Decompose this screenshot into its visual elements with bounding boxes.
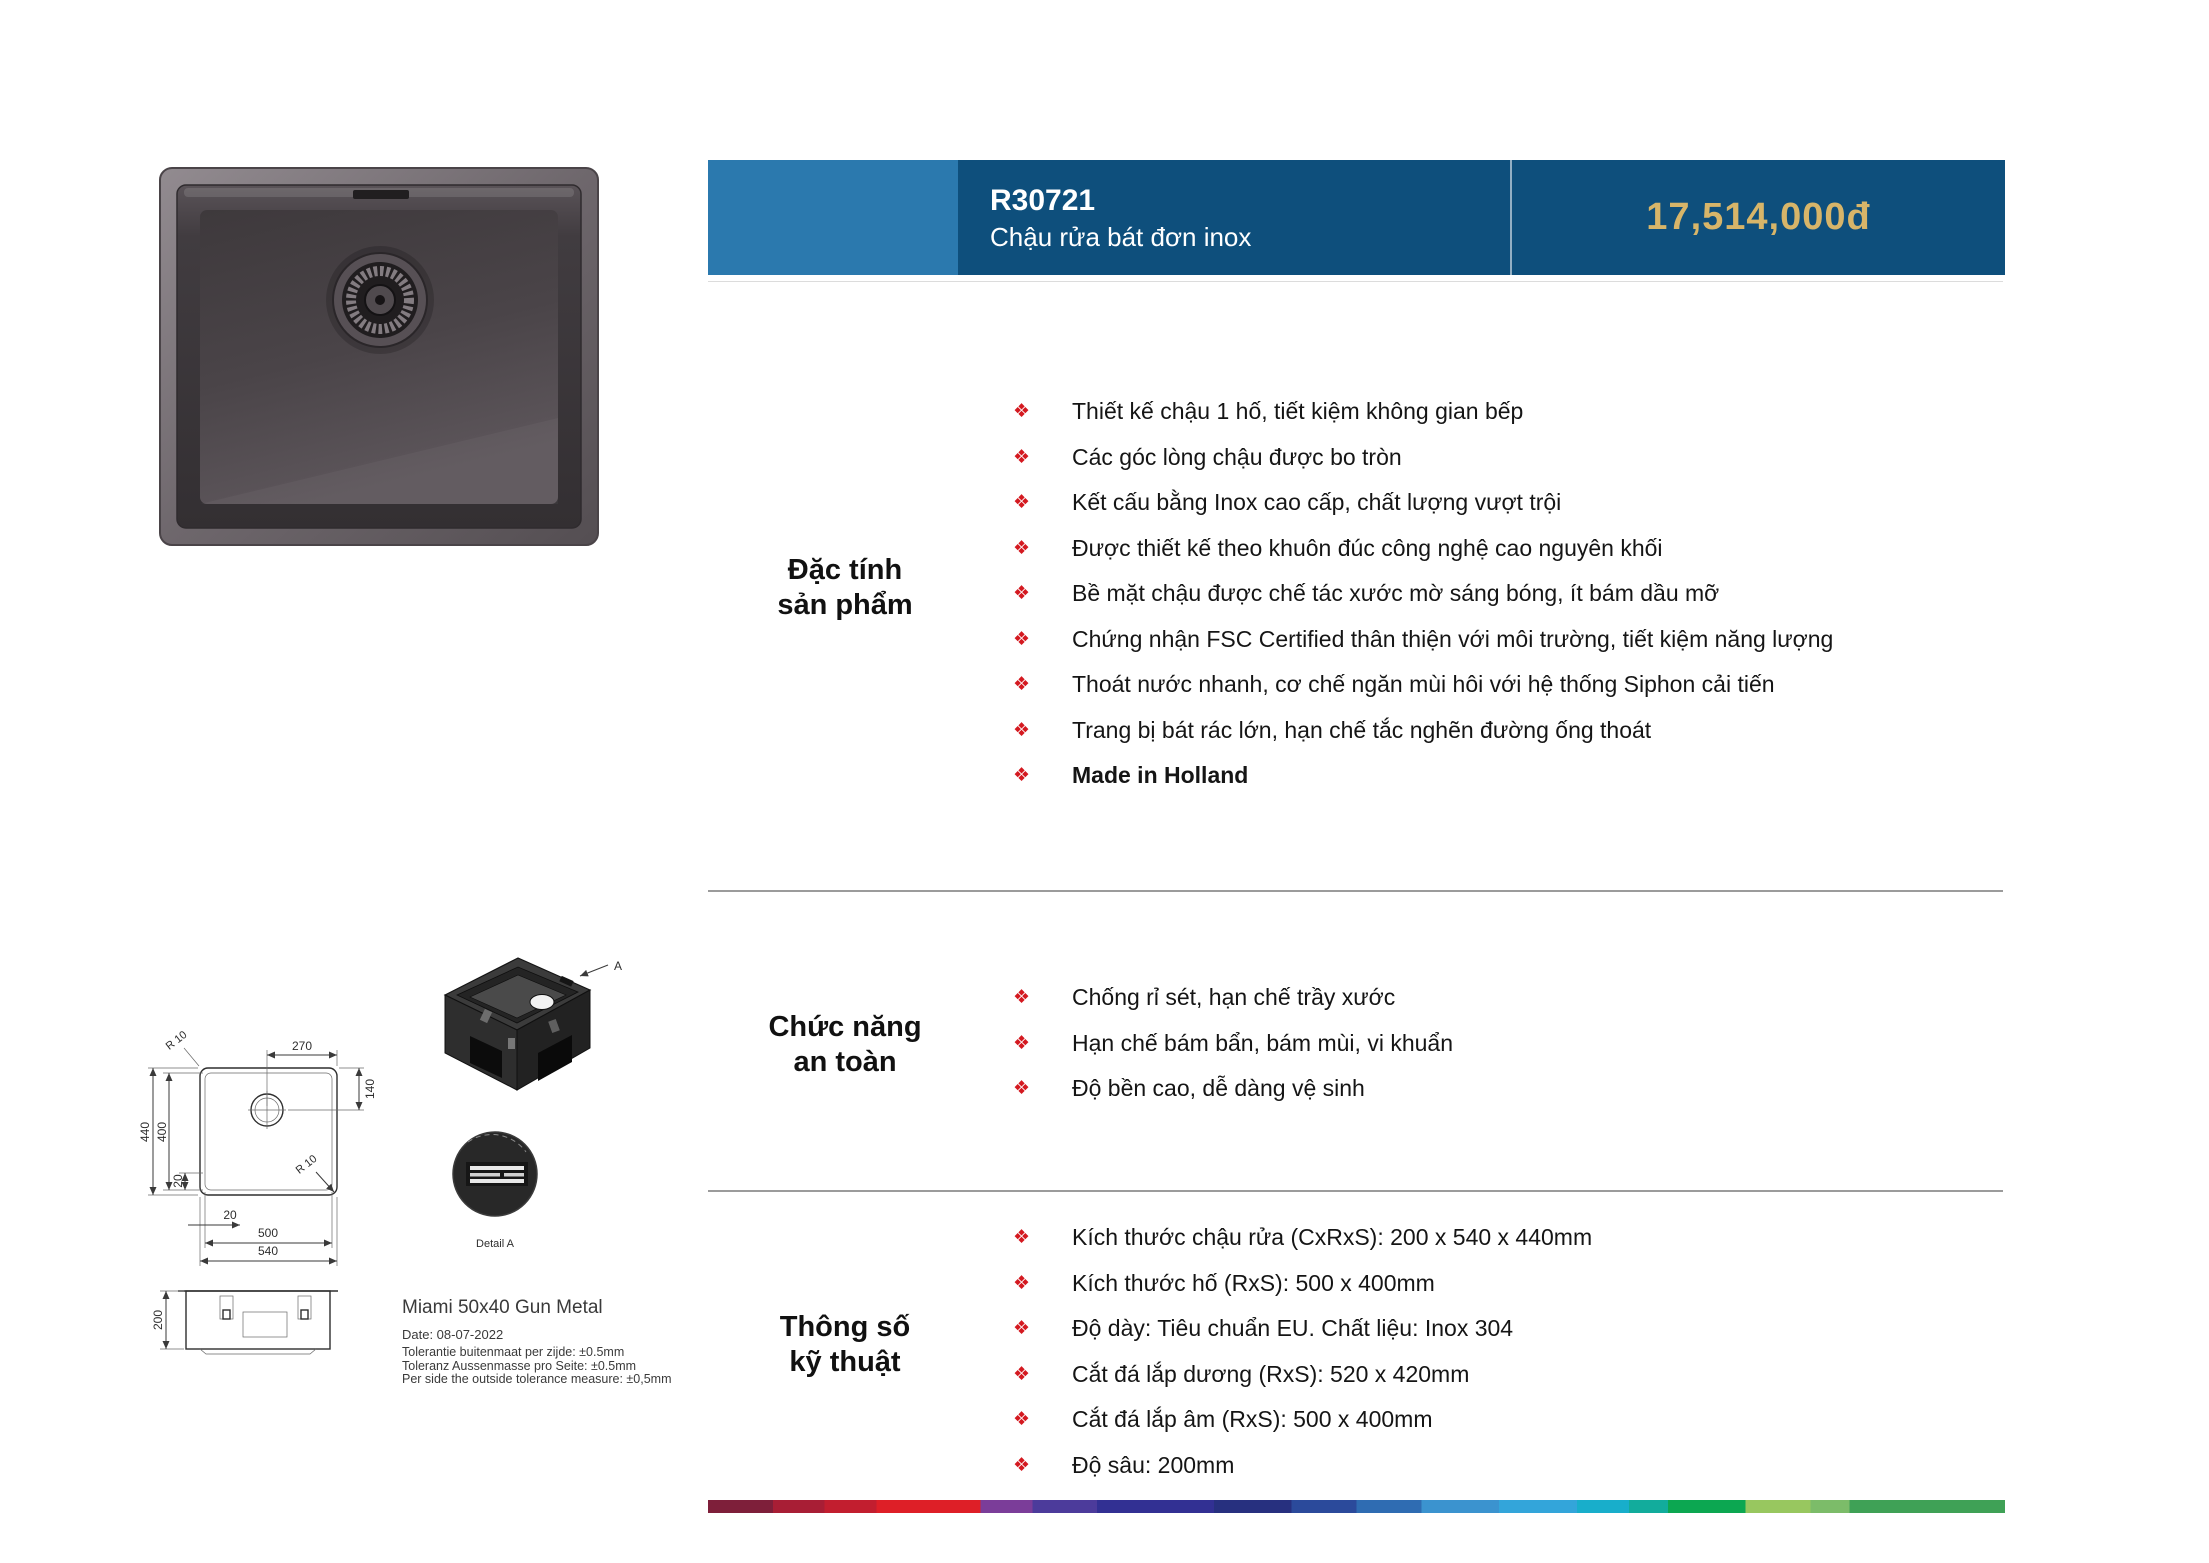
diamond-bullet-icon: ❖ — [1013, 446, 1031, 468]
list-item-text: Hạn chế bám bẩn, bám mùi, vi khuẩn — [1072, 1029, 1453, 1056]
list-item — [1013, 708, 2003, 754]
diamond-bullet-icon: ❖ — [1013, 401, 1031, 423]
list-item-text: Thoát nước nhanh, cơ chế ngăn mùi hôi với hệ thống Siphon cải tiến — [1072, 671, 1775, 698]
list-item — [1013, 480, 2003, 526]
header-accent-block — [708, 160, 958, 275]
dim-20-bottom: 20 — [223, 1208, 237, 1222]
header-underline — [708, 281, 2003, 282]
drawing-date: Date: 08-07-2022 — [402, 1327, 504, 1342]
diamond-bullet-icon: ❖ — [1013, 492, 1031, 514]
list-item-text: Kết cấu bằng Inox cao cấp, chất lượng vượt trội — [1072, 489, 1562, 516]
list-item — [1013, 1261, 2003, 1307]
detail-a-drawing — [453, 1132, 537, 1250]
front-view-drawing — [151, 1291, 338, 1354]
list-item-text: Kích thước hố (RxS): 500 x 400mm — [1072, 1269, 1435, 1296]
list-item — [1013, 389, 2003, 435]
specs-list — [1013, 1215, 2003, 1488]
radius-label-top: R 10 — [163, 1028, 190, 1053]
diamond-bullet-icon: ❖ — [1013, 537, 1031, 559]
drawing-title: Miami 50x40 Gun Metal — [402, 1297, 603, 1318]
list-item-text: Được thiết kế theo khuôn đúc công nghệ cao nguyên khối — [1072, 534, 1663, 561]
list-item-text: Thiết kế chậu 1 hố, tiết kiệm không gian bếp — [1072, 398, 1524, 425]
list-item — [1013, 526, 2003, 572]
drain — [326, 246, 434, 354]
dim-540: 540 — [257, 1244, 279, 1258]
dim-200: 200 — [151, 1309, 165, 1331]
list-item-text: Độ dày: Tiêu chuẩn EU. Chất liệu: Inox 304 — [1072, 1315, 1514, 1342]
list-item-text: Trang bị bát rác lớn, hạn chế tắc nghẽn đường ống thoát — [1072, 716, 1652, 743]
product-code: R30721 — [990, 183, 1096, 217]
list-item-text: Độ sâu: 200mm — [1072, 1451, 1235, 1478]
header-title-block — [958, 160, 1510, 275]
list-item-text: Cắt đá lắp âm (RxS): 500 x 400mm — [1072, 1406, 1433, 1433]
dim-140: 140 — [363, 1078, 377, 1100]
top-view-drawing — [138, 1029, 377, 1266]
diamond-bullet-icon: ❖ — [1013, 628, 1031, 650]
list-item — [1013, 1306, 2003, 1352]
list-item — [1013, 1352, 2003, 1398]
list-item — [1013, 1066, 2003, 1112]
list-item-text: Cắt đá lắp dương (RxS): 520 x 420mm — [1072, 1360, 1470, 1387]
list-item — [1013, 571, 2003, 617]
list-item — [1013, 1021, 2003, 1067]
diamond-bullet-icon: ❖ — [1013, 765, 1031, 787]
dim-270: 270 — [291, 1039, 313, 1053]
section-specs-label: Thông số kỹ thuật — [779, 1311, 911, 1378]
section-features-label: Đặc tính sản phẩm — [777, 554, 913, 621]
list-item-text: Độ bền cao, dễ dàng vệ sinh — [1072, 1075, 1365, 1102]
overflow-slot — [353, 190, 409, 199]
radius-label-bottom: R 10 — [293, 1152, 320, 1177]
list-item — [1013, 1215, 2003, 1261]
product-photo — [160, 168, 598, 545]
dim-500: 500 — [257, 1226, 279, 1240]
tolerance-line: Tolerantie buitenmaat per zijde: ±0.5mm — [402, 1345, 625, 1359]
diamond-bullet-icon: ❖ — [1013, 1363, 1031, 1385]
dim-440: 440 — [138, 1121, 152, 1143]
product-name: Chậu rửa bát đơn inox — [990, 221, 1252, 252]
diamond-bullet-icon: ❖ — [1013, 719, 1031, 741]
list-item — [1013, 1397, 2003, 1443]
isometric-view-drawing — [445, 958, 622, 1090]
list-item — [1013, 617, 2003, 663]
product-price: 17,514,000đ — [1646, 196, 1871, 238]
diamond-bullet-icon: ❖ — [1013, 1409, 1031, 1431]
dim-20-left: 20 — [171, 1174, 185, 1188]
technical-drawing-svg — [130, 940, 623, 1400]
list-item — [1013, 662, 2003, 708]
tolerance-line: Per side the outside tolerance measure: ±0,5mm — [402, 1372, 672, 1386]
list-item — [1013, 1443, 2003, 1489]
diamond-bullet-icon: ❖ — [1013, 1078, 1031, 1100]
diamond-bullet-icon: ❖ — [1013, 1227, 1031, 1249]
tolerance-line: Toleranz Aussenmasse pro Seite: ±0.5mm — [402, 1358, 637, 1373]
section-divider — [708, 1190, 2003, 1192]
diamond-bullet-icon: ❖ — [1013, 583, 1031, 605]
list-item-text: Các góc lòng chậu được bo tròn — [1072, 443, 1402, 470]
list-item-text: Made in Holland — [1072, 762, 1249, 789]
iso-callout-a: A — [614, 959, 623, 973]
list-item-text: Bề mặt chậu được chế tác xước mờ sáng bóng, ít bám dầu mỡ — [1072, 580, 1720, 607]
dim-400: 400 — [155, 1121, 169, 1143]
section-safety-label: Chức năng an toàn — [768, 1011, 922, 1078]
header-bar — [708, 160, 2003, 275]
list-item — [1013, 975, 2003, 1021]
list-item-text: Chứng nhận FSC Certified thân thiện với môi trường, tiết kiệm năng lượng — [1072, 625, 1834, 652]
list-item — [1013, 435, 2003, 481]
price-box — [1510, 160, 2005, 275]
footer-gradient-bar — [708, 1500, 2005, 1513]
diamond-bullet-icon: ❖ — [1013, 1032, 1031, 1054]
diamond-bullet-icon: ❖ — [1013, 1318, 1031, 1340]
list-item — [1013, 753, 2003, 799]
feature-list — [1013, 389, 2003, 799]
detail-a-label: Detail A — [476, 1238, 514, 1250]
diamond-bullet-icon: ❖ — [1013, 1272, 1031, 1294]
safety-list — [1013, 975, 2003, 1112]
diamond-bullet-icon: ❖ — [1013, 1454, 1031, 1476]
list-item-text: Chống rỉ sét, hạn chế trầy xước — [1072, 984, 1396, 1011]
section-divider — [708, 890, 2003, 892]
tolerance-notes — [402, 1346, 672, 1387]
diamond-bullet-icon: ❖ — [1013, 674, 1031, 696]
diamond-bullet-icon: ❖ — [1013, 987, 1031, 1009]
list-item-text: Kích thước chậu rửa (CxRxS): 200 x 540 x 440mm — [1072, 1224, 1593, 1251]
